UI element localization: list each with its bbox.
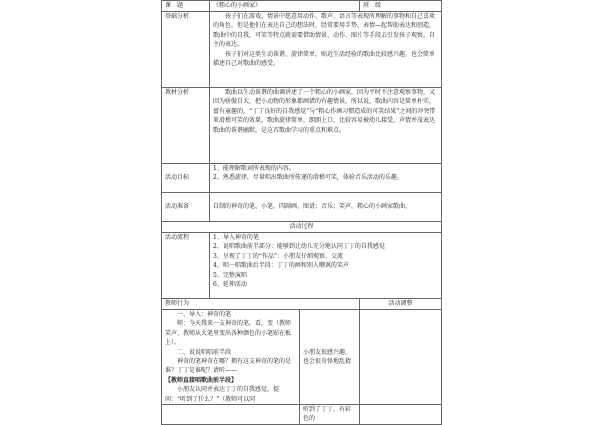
lesson-plan-sheet [161, 0, 441, 423]
flow-step-5: 5、完整演唱 [213, 271, 247, 279]
adjust-continue [360, 405, 442, 425]
child-response-1: 小朋友很感兴趣，也会很奇怪地乱猜 [300, 310, 360, 405]
teacher-line-3: 二、说说唱唱前半段 [177, 348, 232, 356]
material-analysis-label: 教材分析 [162, 88, 210, 164]
preparation-row [162, 193, 442, 222]
flow-step-1: 1、导入神奇的笔 [213, 234, 259, 241]
topic-label: 课 题 [162, 1, 210, 12]
teacher-line-4: 神奇的笔神奇在哪？拥有这支神奇的笔的是谁？丁丁是谁呢？请听—— [165, 358, 292, 375]
flow-step-3: 3、呈现了丁丁的“作品”：小朋友仔细观察、交流 [213, 252, 343, 260]
flow-content [210, 233, 442, 299]
teacher-line-6: 小朋友认同并表达丁丁的自我感觉。提问：“听到了什么？”（教师可以同 [165, 386, 280, 403]
teacher-content [162, 310, 300, 405]
adjust-content [360, 310, 442, 405]
flow-step-4: 4、唱一唱歌曲后半段：丁丁的画和别人嘲讽的笑声 [213, 262, 349, 270]
flow-step-2: 2、说唱歌曲前半部分：能够到让幼儿充分地认同丁丁的自我感觉 [213, 243, 385, 251]
teacher-continue [162, 405, 300, 425]
flow-label: 活动流程 [162, 233, 210, 299]
goals-content [210, 164, 442, 193]
goal-item-2: 2、熟悉旋律，尽量唱出歌曲所传递的滑稽可笑，体验音乐活动的乐趣。 [213, 174, 403, 182]
material-analysis-paragraph: 歌曲以生动诙谐的曲调讲述了一个粗心的小画家，因为平时不注意观察事物，又因为骄傲自大，把小动物的形象都画错的有趣情景，所以说，歌曲内容是简单朴实，富有童趣的，“丁丁良好的自我感觉”与“粗心作画习惯造成的可笑结果”之间的冲突带来滑稽可笑的效果，歌曲旋律简单，朗朗上口，比较容易被幼儿接受，声情并茂表达歌曲的诙谐幽默，是这首歌曲学习的重点和难点。 [213, 89, 436, 134]
behavior-header-row [162, 299, 442, 310]
preparation-content: 自制的神奇的笔、小笔、四副画、图谱；音乐；笑声，粗心的小画家歌曲。 [210, 193, 442, 222]
basic-analysis-content [210, 12, 442, 88]
basic-analysis-paragraph-1: 孩子们在游戏、情景中愿意用动作、歌声、语言等表现所理解的事物和自己喜欢的角色，但是他们在表达自己的想法时，经常要用手势，表情—起帮助表达和创造，歌曲中的自我，可笑等特点就需要借助情景、动作、图片等手段去引发孩子观察，自主的表达。 [213, 13, 436, 49]
basic-analysis-row [162, 12, 442, 88]
activity-adjust-label: 活动调整 [360, 299, 442, 310]
topic-value: 《粗心的小画家》 [210, 1, 360, 12]
goal-item-1: 1、能理解歌词所表现的内容。 [213, 165, 295, 172]
basic-analysis-label: 基础分析 [162, 12, 210, 88]
child-response-2: 听到了丁丁、有彩色的 [300, 405, 360, 425]
material-analysis-row [162, 88, 442, 164]
flow-step-6: 6、延伸活动 [213, 281, 247, 289]
goals-label: 活动目标 [162, 164, 210, 193]
process-title: 活动过程 [162, 222, 442, 233]
teacher-continue-row [162, 405, 442, 425]
teacher-content-row [162, 310, 442, 405]
material-analysis-content [210, 88, 442, 164]
teacher-line-1: 一、导入：神奇的笔 [177, 311, 232, 318]
preparation-label: 活动准备 [162, 193, 210, 222]
flow-row [162, 233, 442, 299]
process-title-row [162, 222, 442, 233]
teacher-line-2: 师：今天我来一支神奇的笔，看，变（教师笑声，教师从大笔里变出各种颜色的小笔贴在板上）。 [165, 320, 292, 347]
goals-row [162, 164, 442, 193]
basic-analysis-paragraph-2: 孩子们对这类生动诙谐、旋律简单，贴近生活经验的歌曲比较感兴趣，也会简单描述自己对歌曲的感受。 [213, 50, 436, 68]
lesson-plan-table [161, 0, 442, 425]
class-label: 班 级 [360, 1, 442, 12]
teacher-behavior-label: 教师行为 [162, 299, 360, 310]
topic-row [162, 1, 442, 12]
teacher-line-5: 【教师直接唱歌曲前半段】 [165, 376, 238, 384]
